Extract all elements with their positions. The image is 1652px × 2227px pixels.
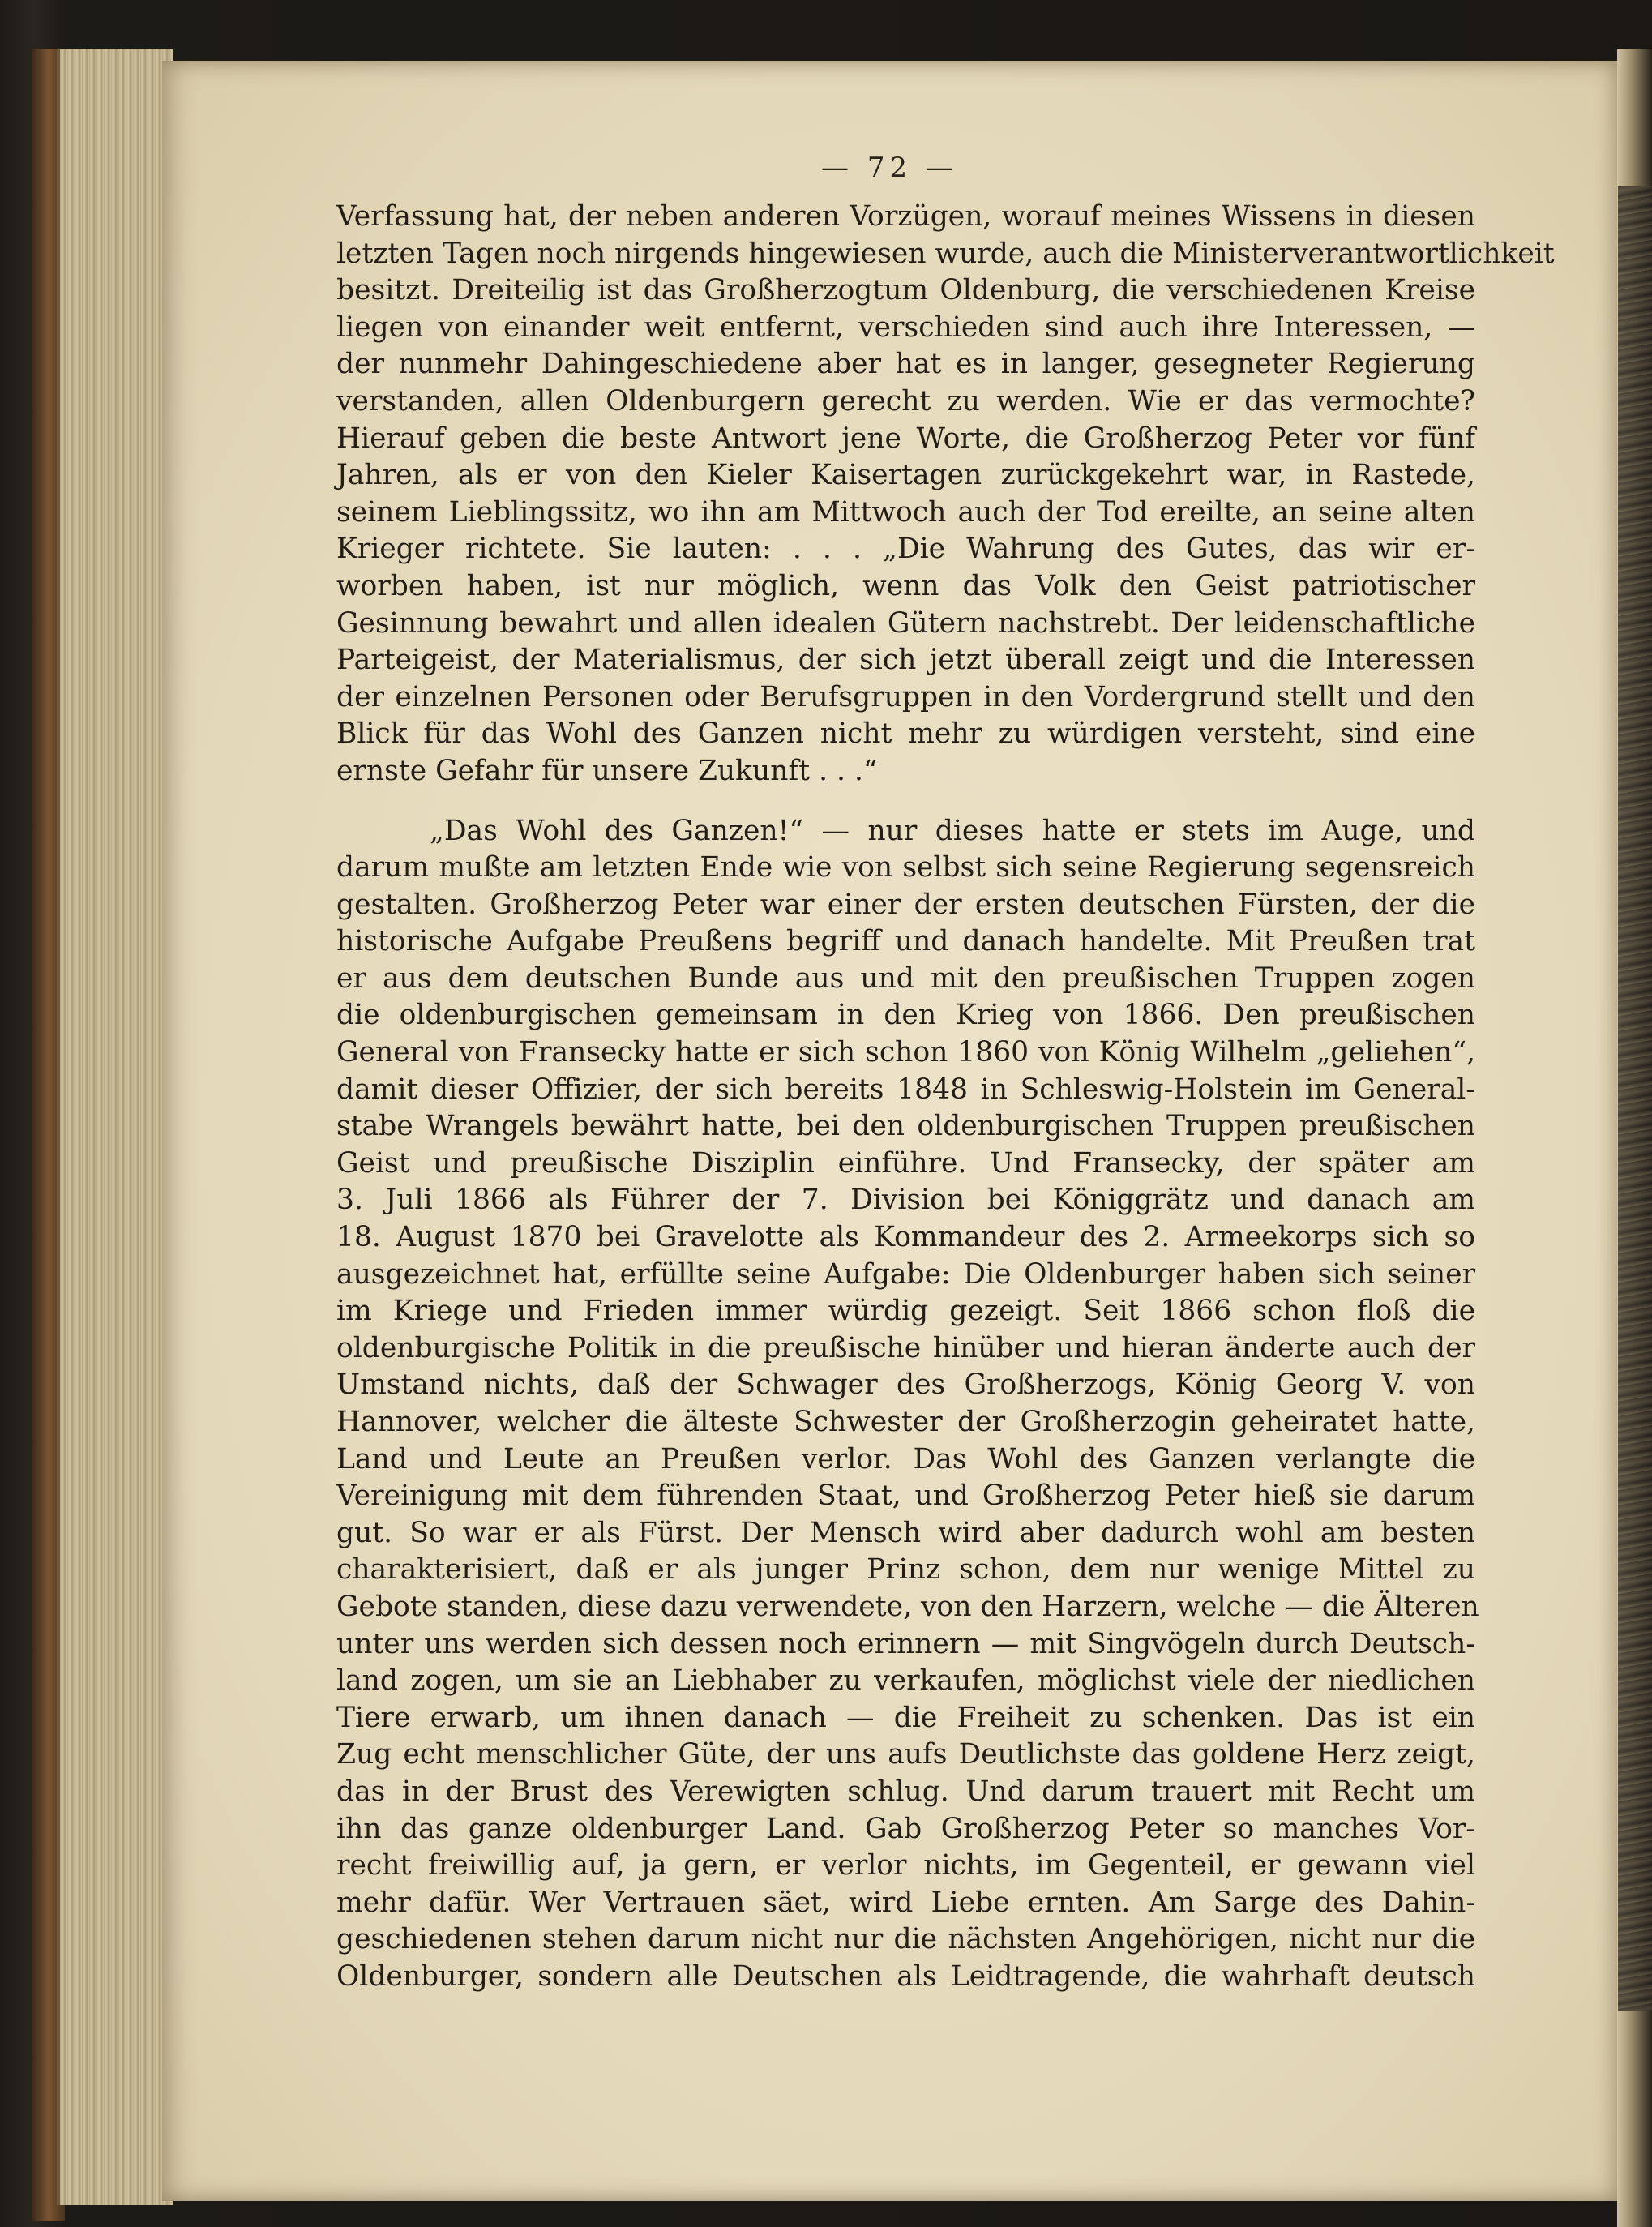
- text-line: worben haben, ist nur möglich, wenn das Volk den Geist patriotischer: [336, 569, 1475, 602]
- text-line: recht freiwillig auf, ja gern, er verlor nichts, im Gegenteil, er gewann viel: [336, 1849, 1475, 1882]
- text-line: charakterisiert, daß er als junger Prinz schon, dem nur wenige Mittel zu: [336, 1553, 1475, 1587]
- text-line: Oldenburger, sondern alle Deutschen als Leidtragende, die wahrhaft deutsch: [336, 1959, 1475, 1993]
- text-line: Krieger richtete. Sie lauten: . . . „Die Wahrung des Gutes, das wir er-: [336, 533, 1475, 566]
- paragraph-2: [336, 813, 1479, 1996]
- text-line: Tiere erwarb, um ihnen danach — die Freiheit zu schenken. Das ist ein: [336, 1701, 1475, 1734]
- text-line: Umstand nichts, daß der Schwager des Großherzogs, König Georg V. von: [336, 1368, 1475, 1402]
- text-line: im Kriege und Frieden immer würdig gezeigt. Seit 1866 schon floß die: [336, 1295, 1475, 1328]
- text-line: gut. So war er als Fürst. Der Mensch wird aber dadurch wohl am besten: [336, 1516, 1475, 1549]
- text-line: verstanden, allen Oldenburgern gerecht zu werden. Wie er das vermochte?: [336, 384, 1475, 418]
- text-line: der nunmehr Dahingeschiedene aber hat es in langer, gesegneter Regierung: [336, 348, 1475, 381]
- text-line: besitzt. Dreiteilig ist das Großherzogtum Oldenburg, die verschiedenen Kreise: [336, 274, 1475, 307]
- text-line: die oldenburgischen gemeinsam in den Krieg von 1866. Den preußischen: [336, 999, 1475, 1032]
- text-line: Parteigeist, der Materialismus, der sich jetzt überall zeigt und die Interessen: [336, 644, 1475, 677]
- text-line: Hannover, welcher die älteste Schwester der Großherzogin geheiratet hatte,: [336, 1406, 1475, 1438]
- text-line: 3. Juli 1866 als Führer der 7. Division bei Königgrätz und danach am: [336, 1184, 1475, 1217]
- text-line: ernste Gefahr für unsere Zukunft . . .“: [336, 754, 878, 787]
- text-line: Zug echt menschlicher Güte, der uns aufs Deutlichste das goldene Herz zeigt,: [336, 1738, 1475, 1771]
- paragraph-gap: [336, 790, 1475, 813]
- text-line: Jahren, als er von den Kieler Kaisertagen zurückgekehrt war, in Rastede,: [336, 459, 1475, 492]
- text-line: Land und Leute an Preußen verlor. Das Wohl des Ganzen verlangte die: [336, 1442, 1475, 1475]
- text-line: mehr dafür. Wer Vertrauen säet, wird Liebe ernten. Am Sarge des Dahin-: [336, 1886, 1475, 1919]
- text-line: letzten Tagen noch nirgends hingewiesen wurde, auch die Ministerverantwortlichkeit: [336, 237, 1555, 270]
- text-line: ihn das ganze oldenburger Land. Gab Großherzog Peter so manches Vor-: [336, 1812, 1475, 1845]
- text-line: historische Aufgabe Preußens begriff und danach handelte. Mit Preußen trat: [336, 925, 1475, 958]
- text-line: das in der Brust des Verewigten schlug. Und darum trauert mit Recht um: [336, 1775, 1475, 1808]
- text-line: oldenburgische Politik in die preußische hinüber und hieran änderte auch der: [336, 1331, 1475, 1364]
- text-line: stabe Wrangels bewährt hatte, bei den oldenburgischen Truppen preußischen: [336, 1110, 1475, 1143]
- page-edges: [57, 49, 173, 2205]
- text-line: Vereinigung mit dem führenden Staat, und Großherzog Peter hieß sie darum: [336, 1480, 1475, 1513]
- text-line: damit dieser Offizier, der sich bereits 1848 in Schleswig-Holstein im General-: [336, 1073, 1475, 1106]
- book-page: [162, 61, 1617, 2201]
- text-line: Blick für das Wohl des Ganzen nicht mehr zu würdigen versteht, sind eine: [336, 717, 1475, 751]
- page-number: — 72 —: [821, 152, 958, 184]
- text-line: ausgezeichnet hat, erfüllte seine Aufgabe: Die Oldenburger haben sich seiner: [336, 1257, 1475, 1291]
- text-line: er aus dem deutschen Bunde aus und mit den preußischen Truppen zogen: [336, 961, 1475, 995]
- text-line: Gesinnung bewahrt und allen idealen Gütern nachstrebt. Der leidenschaftliche: [336, 606, 1475, 640]
- text-line: Gebote standen, diese dazu verwendete, von den Harzern, welche — die Älteren: [336, 1590, 1479, 1623]
- text-line: gestalten. Großherzog Peter war einer der ersten deutschen Fürsten, der die: [336, 888, 1475, 921]
- text-line: der einzelnen Personen oder Berufsgruppen in den Vordergrund stellt und den: [336, 680, 1475, 713]
- text-line: Geist und preußische Disziplin einführe. Und Fransecky, der später am: [336, 1146, 1475, 1180]
- paragraph-1: [336, 199, 1555, 790]
- text-line: Verfassung hat, der neben anderen Vorzügen, worauf meines Wissens in diesen: [336, 200, 1475, 233]
- body-text: [336, 199, 1555, 1996]
- text-line: 18. August 1870 bei Gravelotte als Kommandeur des 2. Armeekorps sich so: [336, 1221, 1475, 1254]
- text-line: geschiedenen stehen darum nicht nur die nächsten Angehörigen, nicht nur die: [336, 1923, 1475, 1956]
- text-line: „Das Wohl des Ganzen!“ — nur dieses hatte er stets im Auge, und: [430, 814, 1475, 847]
- text-line: unter uns werden sich dessen noch erinnern — mit Singvögeln durch Deutsch-: [336, 1627, 1475, 1660]
- text-line: General von Fransecky hatte er sich schon 1860 von König Wilhelm „geliehen“,: [336, 1036, 1475, 1069]
- text-line: seinem Lieblingssitz, wo ihn am Mittwoch auch der Tod ereilte, an seine alten: [336, 495, 1475, 529]
- marbled-endpaper: [1618, 186, 1652, 2011]
- text-line: land zogen, um sie an Liebhaber zu verkaufen, möglichst viele der niedlichen: [336, 1664, 1475, 1698]
- text-line: Hierauf geben die beste Antwort jene Worte, die Großherzog Peter vor fünf: [336, 422, 1475, 455]
- text-line: liegen von einander weit entfernt, verschieden sind auch ihre Interessen, —: [336, 310, 1475, 344]
- text-line: darum mußte am letzten Ende wie von selbst sich seine Regierung segensreich: [336, 851, 1475, 884]
